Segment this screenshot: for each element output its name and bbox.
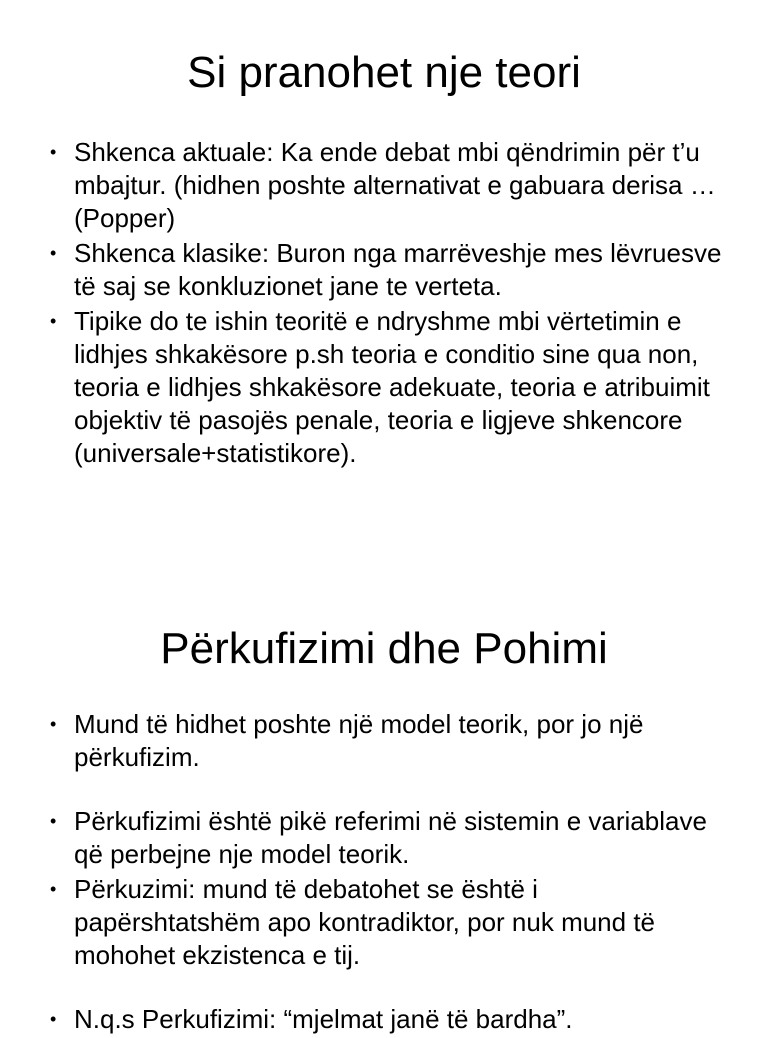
bullet-icon: •: [50, 243, 57, 263]
bullet-icon: •: [50, 142, 57, 162]
list-item: [0, 805, 768, 871]
bullet-text: Tipike do te ishin teoritë e ndryshme mbi vërtetimin e lidhjes shkakësore p.sh teoria e conditio sine qua non, teoria e lidhjes shkakësore adekuate, teoria e atribuimit objektiv të pasojës penale, teoria e ligjeve shkencore (universale+statistikore).: [74, 306, 710, 468]
bullet-icon: •: [50, 811, 57, 831]
list-item: [0, 237, 768, 303]
bullet-text: Mund të hidhet poshte një model teorik, por jo një përkufizim.: [74, 709, 644, 772]
bullet-text: Shkenca klasike: Buron nga marrëveshje mes lëvruesve të saj se konkluzionet jane te verteta.: [74, 238, 722, 301]
bullet-text: Shkenca aktuale: Ka ende debat mbi qëndrimin për t’u mbajtur. (hidhen poshte alternativat e gabuara derisa …(Popper): [74, 137, 716, 233]
slide-1-bullet-list: [0, 136, 768, 472]
bullet-icon: •: [50, 879, 57, 899]
list-item: [0, 708, 768, 774]
bullet-text: Përkufizimi është pikë referimi në sistemin e variablave që perbejne nje model teorik.: [74, 806, 707, 869]
list-item: [0, 873, 768, 972]
bullet-icon: •: [50, 1009, 57, 1029]
slide-1-title: Si pranohet nje teori: [187, 48, 581, 97]
slide-2-title: Përkufizimi dhe Pohimi: [160, 624, 608, 673]
list-item: [0, 305, 768, 470]
slide-2: [0, 580, 768, 1034]
bullet-icon: •: [50, 714, 57, 734]
slide-2-bullet-list: [0, 708, 768, 1038]
bullet-text: Përkuzimi: mund të debatohet se është i papërshtatshëm apo kontradiktor, por nuk mund të mohohet ekzistenca e tij.: [74, 874, 656, 970]
list-item: [0, 136, 768, 235]
bullet-icon: •: [50, 311, 57, 331]
list-item: [0, 1003, 768, 1036]
bullet-text: N.q.s Perkufizimi: “mjelmat janë të bardha”.: [74, 1004, 573, 1034]
